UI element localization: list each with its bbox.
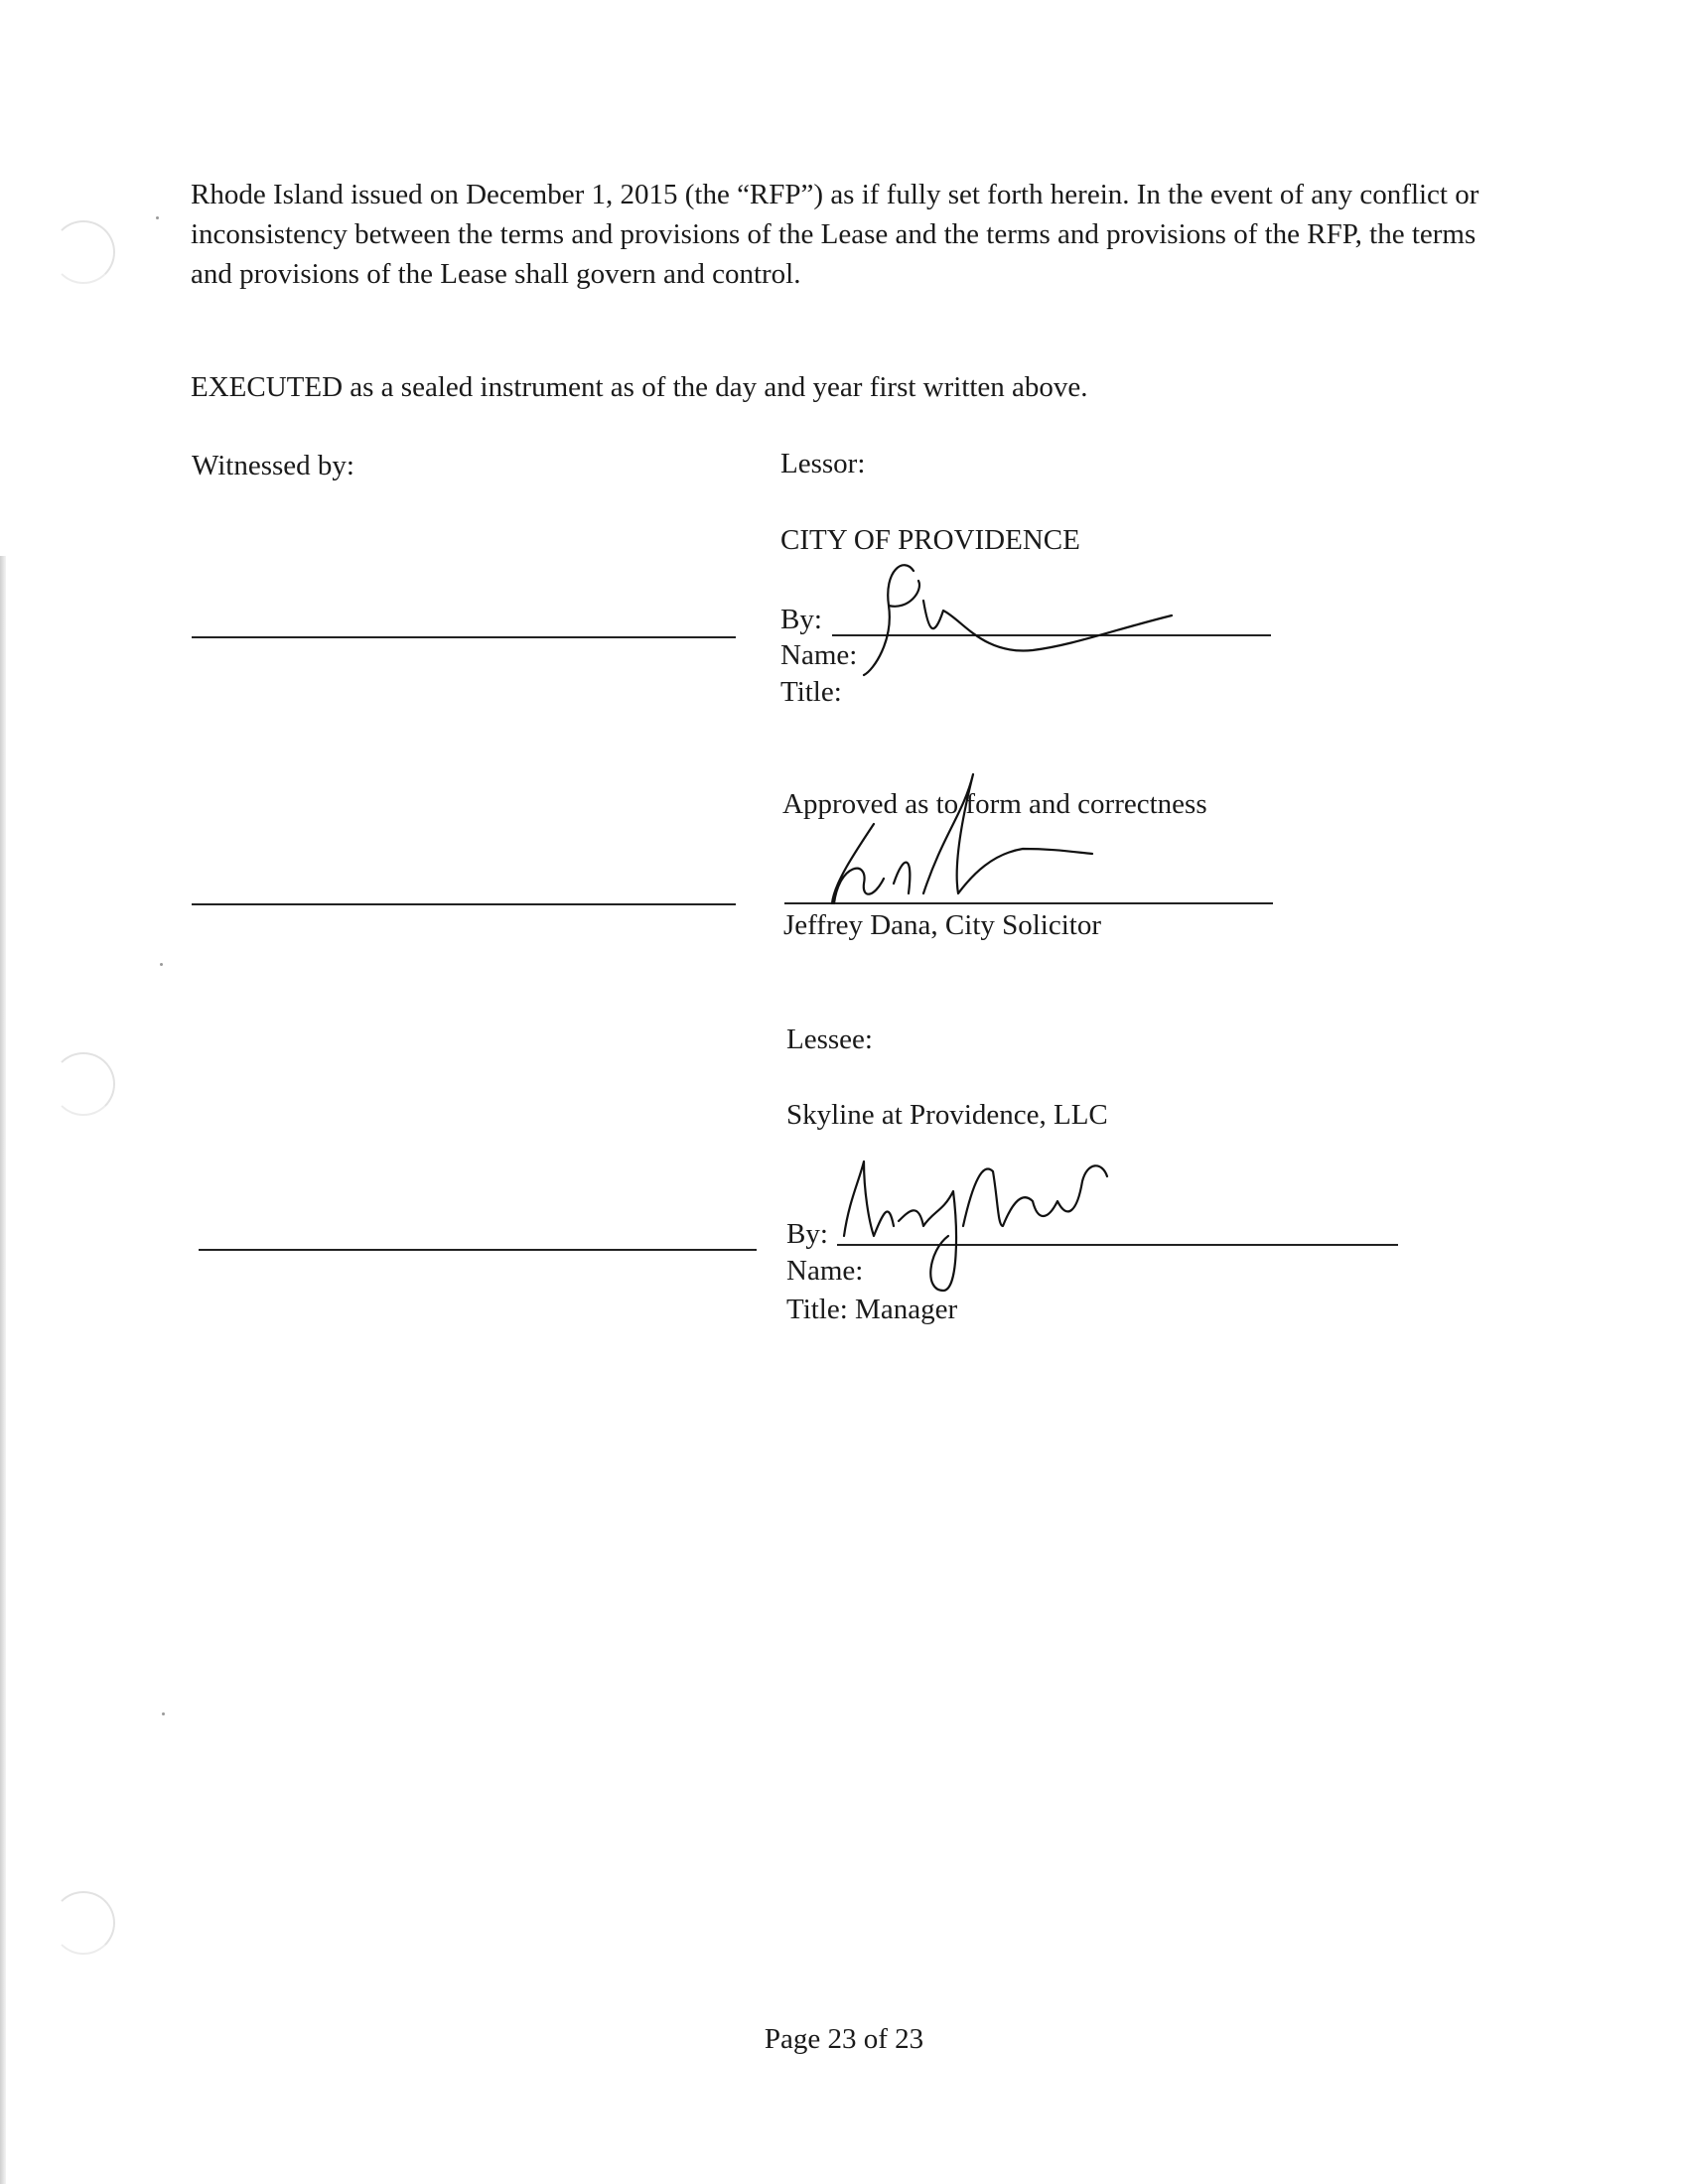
rfp-paragraph: Rhode Island issued on December 1, 2015 (the “RFP”) as if fully set forth herein. In the event of any conflict or inconsistency between the terms and provisions of the Lease and the terms and provisions of the RFP, the terms and provisions of the Lease shall govern and control. [191,179,1479,290]
lessee-name: Skyline at Providence, LLC [786,1099,1108,1131]
lessor-signature [834,551,1192,690]
witness-signature-line-1 [192,636,736,638]
lessor-label: Lessor: [780,448,866,479]
lessee-name-label: Name: [786,1255,864,1287]
lessee-signature [834,1142,1192,1320]
solicitor-signature [814,754,1172,923]
page-number: Page 23 of 23 [764,2023,924,2055]
lessor-title-label: Title: [780,676,842,708]
lessor-name: CITY OF PROVIDENCE [780,524,1080,556]
punch-hole-middle [52,1052,115,1116]
punch-hole-top [52,220,115,284]
witness-signature-line-2 [192,903,736,905]
lessee-label: Lessee: [786,1024,873,1055]
scan-edge [0,556,6,2184]
witness-label: Witnessed by: [192,450,354,481]
lessee-title: Title: Manager [786,1294,958,1325]
scan-speck [162,1712,165,1715]
executed-statement: EXECUTED as a sealed instrument as of the day and year first written above. [191,371,1088,403]
lessor-name-label: Name: [780,639,858,671]
lessor-by-label: By: [780,604,822,635]
witness-signature-line-3 [199,1249,757,1251]
lessee-by-label: By: [786,1218,828,1250]
punch-hole-bottom [52,1891,115,1955]
approval-signatory: Jeffrey Dana, City Solicitor [783,909,1102,941]
scan-speck [156,216,159,219]
scan-speck [160,963,163,966]
approval-text: Approved as to form and correctness [782,788,1207,820]
